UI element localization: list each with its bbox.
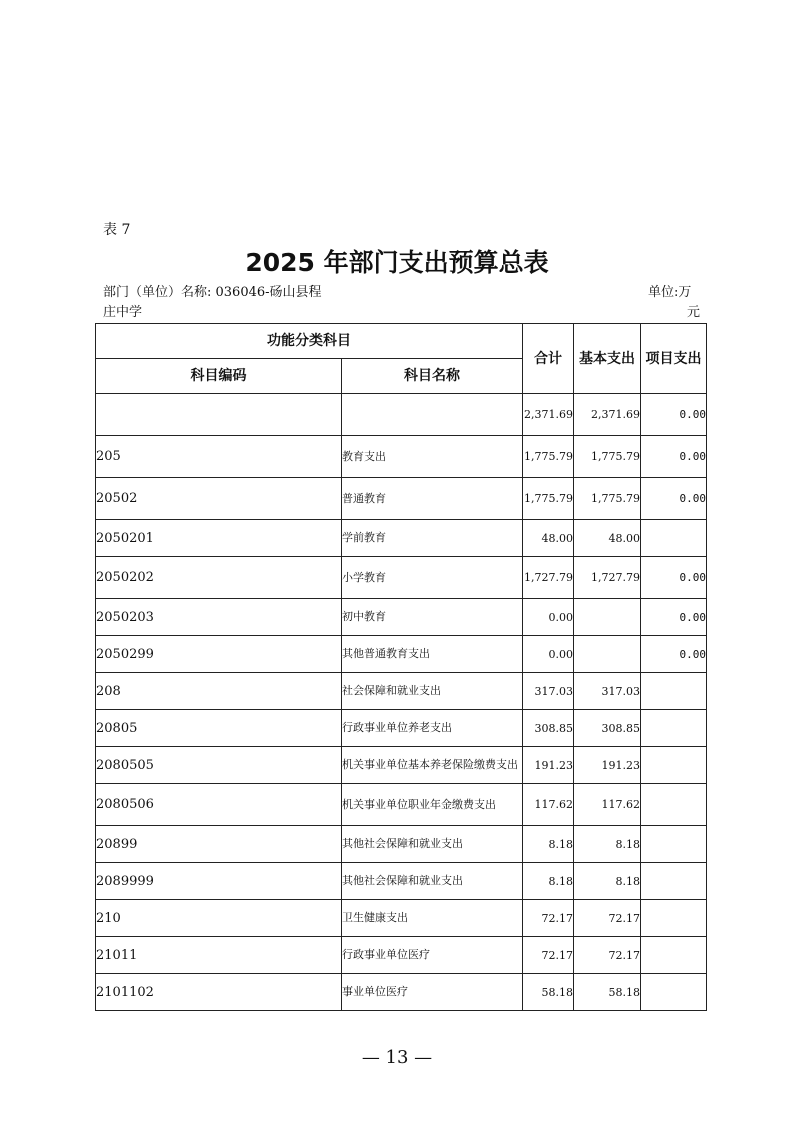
table-row [96,599,707,636]
row-name: 行政事业单位医疗 [342,937,523,974]
table-row [96,863,707,900]
table-row [96,710,707,747]
row-code [96,394,342,436]
row-name: 其他社会保障和就业支出 [342,863,523,900]
row-total: 317.03 [523,673,574,710]
table-row [96,478,707,520]
row-total: 72.17 [523,937,574,974]
row-project [641,710,707,747]
row-name [342,394,523,436]
row-basic [574,599,641,636]
table-row [96,673,707,710]
row-code: 2050201 [96,520,342,557]
unit-label [648,283,700,323]
row-project [641,784,707,826]
row-total: 58.18 [523,974,574,1011]
table-row [96,394,707,436]
row-code: 2050203 [96,599,342,636]
header-basic: 基本支出 [574,324,641,394]
unit-label-line2: 元 [686,305,700,320]
row-project: 0.00 [641,394,707,436]
row-project [641,974,707,1011]
row-basic: 317.03 [574,673,641,710]
department-name [103,283,322,323]
row-basic: 1,775.79 [574,478,641,520]
header-function-category: 功能分类科目 [96,324,523,359]
row-name: 事业单位医疗 [342,974,523,1011]
page-number: — 13 — [361,1047,433,1068]
department-name-line1: 部门（单位）名称: 036046-砀山县程 [103,285,322,300]
row-basic: 8.18 [574,826,641,863]
row-basic: 2,371.69 [574,394,641,436]
row-code: 2050299 [96,636,342,673]
page-title: 2025 年部门支出预算总表 [245,248,549,277]
table-row [96,826,707,863]
row-total: 1,775.79 [523,478,574,520]
row-code: 2050202 [96,557,342,599]
row-code: 208 [96,673,342,710]
row-name: 社会保障和就业支出 [342,673,523,710]
row-code: 2101102 [96,974,342,1011]
row-basic: 58.18 [574,974,641,1011]
row-basic: 48.00 [574,520,641,557]
row-name: 机关事业单位职业年金缴费支出 [342,784,523,826]
budget-table [95,323,707,1011]
row-code: 2080505 [96,747,342,784]
table-row [96,747,707,784]
header-name: 科目名称 [342,359,523,394]
row-project: 0.00 [641,436,707,478]
table-label: 表 7 [103,222,131,238]
row-name: 初中教育 [342,599,523,636]
table-row [96,974,707,1011]
table-row [96,937,707,974]
row-code: 2089999 [96,863,342,900]
row-basic: 308.85 [574,710,641,747]
row-name: 学前教育 [342,520,523,557]
table-row [96,784,707,826]
row-basic: 117.62 [574,784,641,826]
row-total: 1,775.79 [523,436,574,478]
row-project [641,826,707,863]
row-name: 小学教育 [342,557,523,599]
row-name: 教育支出 [342,436,523,478]
row-name: 卫生健康支出 [342,900,523,937]
row-basic: 191.23 [574,747,641,784]
row-project [641,937,707,974]
row-project: 0.00 [641,478,707,520]
row-project [641,747,707,784]
row-project: 0.00 [641,599,707,636]
row-name: 普通教育 [342,478,523,520]
header-code: 科目编码 [96,359,342,394]
table-row [96,557,707,599]
row-total: 8.18 [523,826,574,863]
row-name: 其他社会保障和就业支出 [342,826,523,863]
row-total: 117.62 [523,784,574,826]
row-project [641,673,707,710]
row-name: 其他普通教育支出 [342,636,523,673]
row-basic: 8.18 [574,863,641,900]
row-code: 210 [96,900,342,937]
row-code: 2080506 [96,784,342,826]
row-project [641,863,707,900]
row-total: 0.00 [523,599,574,636]
row-name: 行政事业单位养老支出 [342,710,523,747]
header-project: 项目支出 [641,324,707,394]
row-basic: 1,775.79 [574,436,641,478]
row-project: 0.00 [641,636,707,673]
row-total: 8.18 [523,863,574,900]
header-total: 合计 [523,324,574,394]
table-row [96,900,707,937]
row-code: 20805 [96,710,342,747]
row-total: 72.17 [523,900,574,937]
row-total: 308.85 [523,710,574,747]
row-project: 0.00 [641,557,707,599]
row-basic: 1,727.79 [574,557,641,599]
row-total: 191.23 [523,747,574,784]
unit-label-line1: 单位:万 [648,285,692,300]
row-code: 20502 [96,478,342,520]
department-name-line2: 庄中学 [103,305,143,320]
row-project [641,900,707,937]
row-total: 0.00 [523,636,574,673]
table-row [96,520,707,557]
row-project [641,520,707,557]
row-total: 2,371.69 [523,394,574,436]
row-code: 20899 [96,826,342,863]
row-code: 205 [96,436,342,478]
row-total: 48.00 [523,520,574,557]
row-code: 21011 [96,937,342,974]
table-row [96,636,707,673]
row-total: 1,727.79 [523,557,574,599]
row-name: 机关事业单位基本养老保险缴费支出 [342,747,523,784]
row-basic: 72.17 [574,900,641,937]
row-basic: 72.17 [574,937,641,974]
row-basic [574,636,641,673]
table-row [96,436,707,478]
